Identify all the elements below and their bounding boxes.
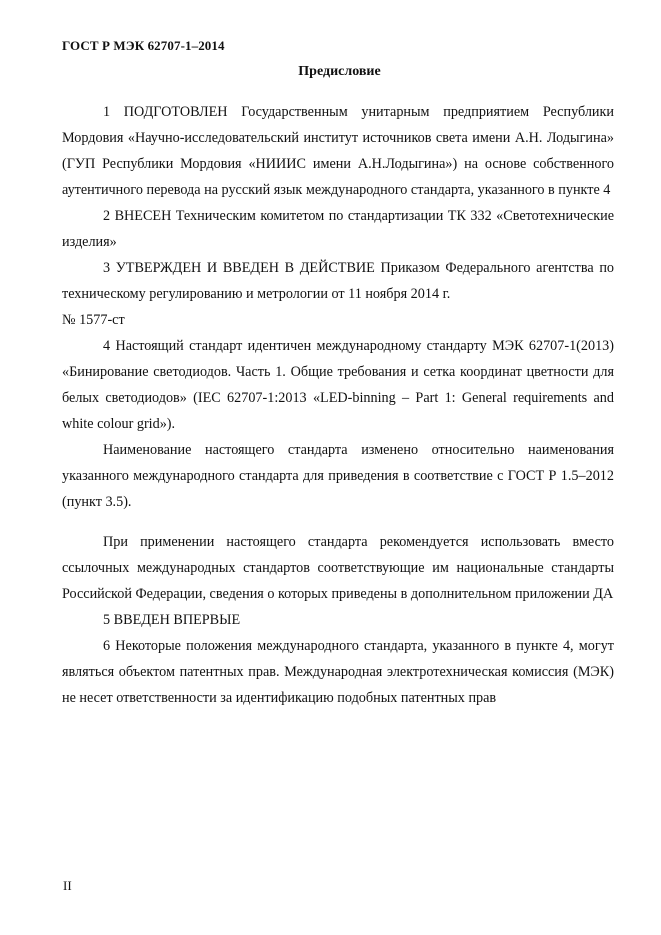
foreword-body xyxy=(62,99,614,711)
page-title: Предисловие xyxy=(298,64,381,79)
paragraph-order-number: № 1577-ст xyxy=(62,312,125,328)
page-number: II xyxy=(63,878,72,893)
paragraph-identical-standard: 4 Настоящий стандарт идентичен международному стандарту МЭК 62707-1(2013) «Бинирование светодиодов. Часть 1. Общие требования и сетка координат цветности для белых светодиодов» (IEC 62707-1:2013 «LED-binning – Part 1: General requirements and white colour grid»). xyxy=(62,338,614,432)
standard-code-header: ГОСТ Р МЭК 62707-1–2014 xyxy=(62,38,225,53)
paragraph-prepared-by: 1 ПОДГОТОВЛЕН Государственным унитарным предприятием Республики Мордовия «Научно-исследовательский институт источников света имени А.Н. Лодыгина» (ГУП Республики Мордовия «НИИИС имени А.Н.Лодыгина») на основе собственного аутентичного перевода на русский язык международного стандарта, указанного в пункте 4 xyxy=(62,104,614,198)
paragraph-name-changed: Наименование настоящего стандарта изменено относительно наименования указанного международного стандарта для приведения в соответствие с ГОСТ Р 1.5–2012 (пункт 3.5). xyxy=(62,442,614,510)
paragraph-patent-rights: 6 Некоторые положения международного стандарта, указанного в пункте 4, могут являться объектом патентных прав. Международная электротехническая комиссия (МЭК) не несет ответственности за идентификацию подобных патентных прав xyxy=(62,638,614,706)
paragraph-introduced-by: 2 ВНЕСЕН Техническим комитетом по стандартизации ТК 332 «Светотехнические изделия» xyxy=(62,208,614,250)
paragraph-approved: 3 УТВЕРЖДЕН И ВВЕДЕН В ДЕЙСТВИЕ Приказом Федерального агентства по техническому регулированию и метрологии от 11 ноября 2014 г. xyxy=(62,260,614,302)
paragraph-national-standards: При применении настоящего стандарта рекомендуется использовать вместо ссылочных международных стандартов соответствующие им национальные стандарты Российской Федерации, сведения о которых приведены в дополнительном приложении ДА xyxy=(62,534,614,602)
paragraph-introduced-first: 5 ВВЕДЕН ВПЕРВЫЕ xyxy=(103,612,241,628)
